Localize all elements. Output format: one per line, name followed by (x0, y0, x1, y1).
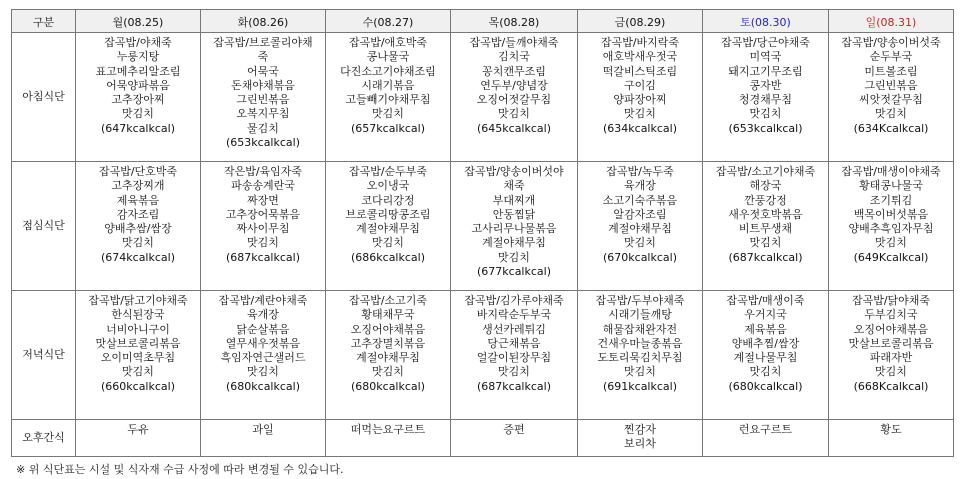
menu-item: 백목이버섯볶음 (853, 207, 929, 221)
menu-item: 잡곡밥/닭야채죽 (851, 294, 931, 307)
menu-item: 채죽 (503, 179, 525, 193)
menu-item: 잡곡밥/매생이죽 (726, 294, 805, 307)
menu-item: 깐풍강정 (744, 193, 787, 207)
menu-item: 브로콜리땅콩조림 (345, 207, 431, 221)
menu-item: 코다리강정 (361, 193, 415, 207)
menu-item: (647kcalkcal) (100, 121, 175, 135)
menu-item: 증편 (503, 423, 525, 436)
menu-item: 당근채볶음 (487, 336, 541, 350)
menu-item: 맛살브로콜리볶음 (95, 336, 181, 350)
menu-cell-breakfast-tue (201, 33, 326, 162)
menu-item: 두부김치국 (864, 308, 918, 322)
day-header-wed: 수(08.27) (326, 10, 451, 33)
menu-item: 너비아니구이 (106, 322, 170, 336)
menu-item: 맛김치 (624, 365, 656, 379)
menu-cell-breakfast-thu (451, 33, 578, 162)
menu-cell-breakfast-wed (326, 33, 451, 162)
menu-item: 제육볶음 (116, 193, 160, 207)
menu-item: 맛김치 (372, 107, 404, 121)
menu-item: (686kcalkcal) (350, 250, 425, 264)
menu-item: 돈채야채볶음 (231, 78, 295, 92)
menu-item: (657kcalkcal) (350, 121, 425, 135)
menu-cell-snack-tue (201, 420, 326, 457)
menu-cell-snack-sat (703, 420, 829, 457)
menu-item: 맛김치 (247, 365, 279, 379)
menu-item: 그린빈볶음 (236, 93, 290, 107)
menu-item: 과일 (252, 423, 274, 436)
menu-item: 맛김치 (372, 365, 404, 379)
menu-item: (680kcalkcal) (225, 379, 300, 393)
menu-item: 런요구르트 (738, 423, 793, 436)
menu-item: 구이김 (624, 78, 656, 92)
menu-item: 맛김치 (624, 107, 656, 121)
menu-item: 잡곡밥/양송이버섯죽 (841, 36, 941, 49)
menu-item: 황도 (880, 423, 902, 436)
menu-item: 다진소고기야채조림 (340, 64, 436, 78)
menu-item: 맛김치 (749, 107, 782, 121)
menu-item: 콩나물국 (366, 50, 410, 64)
menu-item: 잡곡밥/김가루야채죽 (464, 294, 564, 307)
menu-item: 양배추흑임자무침 (848, 222, 934, 236)
menu-cell-dinner-tue (201, 291, 326, 420)
menu-item: 맛김치 (624, 236, 656, 250)
menu-item: 고추장멸치볶음 (350, 336, 426, 350)
menu-item: (660kcalkcal) (100, 379, 175, 393)
menu-item: (680kcalkcal) (350, 379, 425, 393)
menu-item: (680kcalkcal) (728, 379, 803, 393)
menu-item: 작은밥/육임자죽 (223, 165, 303, 178)
menu-item: 물김치 (247, 121, 279, 135)
menu-item: 열무새우젓볶음 (225, 336, 301, 350)
menu-cell-lunch-thu (451, 162, 578, 291)
menu-item: (687kcalkcal) (728, 250, 803, 264)
menu-item: 안동찜닭 (492, 207, 536, 221)
menu-item: 맛김치 (749, 236, 782, 250)
menu-item: 애호박새우젓국 (602, 50, 678, 64)
menu-item: 꽁치캔무조림 (482, 64, 546, 78)
menu-item: 양배추쌈/쌈장 (104, 222, 172, 236)
menu-item: 어묵국 (247, 64, 279, 78)
menu-item: 오이미역초무침 (100, 351, 176, 365)
menu-item: 파송송계란국 (231, 179, 295, 193)
menu-item: 미역국 (749, 50, 782, 64)
menu-item: 찐감자 (624, 423, 656, 436)
menu-cell-breakfast-sun (829, 33, 954, 162)
menu-item: 맛김치 (875, 236, 907, 250)
menu-item: 오이냉국 (366, 179, 410, 193)
menu-item: 잡곡밥/닭고기야채죽 (88, 294, 188, 307)
menu-item: 고들빼기야채무침 (345, 93, 431, 107)
menu-item: 건새우마늘종볶음 (597, 336, 683, 350)
menu-item: 양배추찜/쌈장 (731, 336, 800, 350)
menu-item: 도토리묵김치무침 (597, 351, 683, 365)
menu-item: 미트볼조림 (864, 64, 918, 78)
menu-item: 청경채무침 (738, 93, 793, 107)
menu-item: 계절야채무침 (356, 222, 420, 236)
day-header-fri: 금(08.29) (578, 10, 703, 33)
menu-item: 잡곡밥/당근야채죽 (721, 36, 810, 49)
day-header-tue: 화(08.26) (201, 10, 326, 33)
menu-item: 잡곡밥/브로콜리야채 (213, 36, 313, 49)
menu-cell-dinner-fri (578, 291, 703, 420)
menu-cell-lunch-fri (578, 162, 703, 291)
menu-cell-snack-wed (326, 420, 451, 457)
menu-item: 감자조림 (116, 207, 160, 221)
menu-item: 부대찌개 (492, 193, 536, 207)
row-label-lunch: 점심식단 (12, 162, 76, 291)
menu-item: 잡곡밥/야채죽 (104, 36, 172, 49)
menu-item: 황태채무국 (361, 308, 415, 322)
menu-item: 잡곡밥/두부야채죽 (595, 294, 685, 307)
menu-item: 짜장면 (247, 193, 279, 207)
menu-item: 오징어젓갈무침 (476, 93, 552, 107)
menu-cell-lunch-tue (201, 162, 326, 291)
menu-cell-snack-thu (451, 420, 578, 457)
row-label-breakfast: 아침식단 (12, 33, 76, 162)
menu-item: 죽 (257, 50, 269, 64)
menu-item: 오징어야채볶음 (350, 322, 426, 336)
menu-item: 맛김치 (875, 107, 907, 121)
menu-item: 돼지고기무조림 (728, 64, 803, 78)
menu-item: 고추장찌개 (111, 179, 165, 193)
notice-text: ※ 위 식단표는 시설 및 식자재 수급 사정에 따라 변경될 수 있습니다. (16, 463, 344, 476)
menu-item: 두유 (127, 423, 149, 436)
day-header-mon: 월(08.25) (76, 10, 201, 33)
menu-item: (691kcalkcal) (602, 379, 677, 393)
menu-item: 계절야채무침 (608, 222, 672, 236)
row-label-dinner: 저녁식단 (12, 291, 76, 420)
menu-item: 맛김치 (498, 250, 530, 264)
menu-row-lunch (12, 162, 954, 291)
day-header-thu: 목(08.28) (451, 10, 578, 33)
menu-item: 파래자반 (869, 351, 913, 365)
menu-item: 맛김치 (749, 365, 782, 379)
menu-item: 맛김치 (875, 365, 907, 379)
menu-cell-snack-mon (76, 420, 201, 457)
menu-item: 얼갈이된장무침 (476, 351, 552, 365)
menu-cell-lunch-wed (326, 162, 451, 291)
menu-item: 그린빈볶음 (864, 78, 918, 92)
menu-item: 잡곡밥/양송이버섯야 (464, 165, 564, 178)
menu-item: 잡곡밥/단호박죽 (98, 165, 178, 178)
menu-item: 맛살브로콜리볶음 (848, 336, 934, 350)
menu-item: 바지락순두부국 (476, 308, 552, 322)
menu-item: (653kcalkcal) (728, 121, 803, 135)
menu-item: (668Kcalkcal) (853, 379, 929, 393)
menu-item: 잡곡밥/계란야채죽 (218, 294, 308, 307)
menu-item: 짜사이무침 (236, 222, 290, 236)
menu-item: 떠먹는요구르트 (350, 423, 426, 436)
menu-item: 맛김치 (122, 365, 154, 379)
menu-item: 잡곡밥/들깨야채죽 (469, 36, 559, 49)
menu-item: 맛김치 (498, 365, 530, 379)
header-corner: 구분 (12, 10, 76, 33)
menu-item: 씨앗젓갈무침 (859, 93, 923, 107)
menu-item: 잡곡밥/녹두죽 (606, 165, 674, 178)
menu-item: 고추장어묵볶음 (225, 207, 301, 221)
menu-row-snack (12, 420, 954, 457)
menu-cell-breakfast-mon (76, 33, 201, 162)
menu-item: 김치국 (498, 50, 530, 64)
menu-item: 생선카레튀김 (482, 322, 546, 336)
menu-item: 소고기숙주볶음 (602, 193, 678, 207)
menu-item: (645kcalkcal) (476, 121, 551, 135)
menu-item: 보리차 (624, 437, 656, 451)
menu-item: 육개장 (247, 308, 279, 322)
header-row (12, 10, 954, 33)
menu-item: (674kcalkcal) (100, 250, 175, 264)
menu-cell-lunch-sat (703, 162, 829, 291)
menu-item: 계절나물무침 (733, 351, 798, 365)
menu-item: 맛김치 (498, 107, 530, 121)
weekly-menu-table (11, 9, 954, 457)
menu-item: 계절야채무침 (482, 236, 546, 250)
menu-item: 제육볶음 (744, 322, 787, 336)
menu-item: 맛김치 (122, 107, 154, 121)
menu-item: 잡곡밥/애호박죽 (348, 36, 428, 49)
menu-row-breakfast (12, 33, 954, 162)
menu-item: 어묵양파볶음 (106, 78, 170, 92)
menu-item: 잡곡밥/바지락죽 (600, 36, 680, 49)
menu-item: 잡곡밥/매생이야채죽 (841, 165, 941, 178)
menu-item: (653kcalkcal) (225, 136, 300, 150)
menu-item: (634kcalkcal) (602, 121, 677, 135)
menu-item: 계절야채무침 (356, 351, 420, 365)
menu-item: 맛김치 (122, 236, 154, 250)
menu-item: 해물잡채완자전 (602, 322, 678, 336)
menu-cell-breakfast-fri (578, 33, 703, 162)
menu-item: 잡곡밥/순두부죽 (348, 165, 428, 178)
menu-item: 황태콩나물국 (859, 179, 923, 193)
menu-cell-dinner-sun (829, 291, 954, 420)
menu-item: (687kcalkcal) (476, 379, 551, 393)
menu-item: 잡곡밥/소고기죽 (348, 294, 428, 307)
menu-row-dinner (12, 291, 954, 420)
menu-item: 해장국 (749, 179, 782, 193)
menu-item: 콩자반 (749, 78, 782, 92)
menu-item: 맛김치 (372, 236, 404, 250)
menu-item: 표고메추리알조림 (95, 64, 181, 78)
day-header-sun: 일(08.31) (829, 10, 954, 33)
menu-cell-dinner-sat (703, 291, 829, 420)
menu-cell-snack-fri (578, 420, 703, 457)
menu-cell-dinner-wed (326, 291, 451, 420)
menu-cell-lunch-sun (829, 162, 954, 291)
menu-item: (634Kcalkcal) (853, 121, 929, 135)
menu-item: 시래기들깨탕 (608, 308, 672, 322)
menu-item: 알감자조림 (613, 207, 667, 221)
menu-item: 닭순살볶음 (236, 322, 290, 336)
menu-item: 고사리무나물볶음 (471, 222, 557, 236)
row-label-snack: 오후간식 (12, 420, 76, 457)
menu-item: (649Kcalkcal) (853, 250, 929, 264)
menu-item: 육개장 (624, 179, 656, 193)
menu-item: 떡갈비스틱조림 (602, 64, 678, 78)
menu-item: (677kcalkcal) (476, 265, 551, 279)
menu-item: 잡곡밥/소고기야채죽 (715, 165, 816, 178)
menu-item: 시래기볶음 (361, 78, 415, 92)
menu-item: 양파장아찌 (613, 93, 667, 107)
day-header-sat: 토(08.30) (703, 10, 829, 33)
menu-cell-snack-sun (829, 420, 954, 457)
menu-body (12, 33, 954, 457)
menu-item: 새우젓호박볶음 (728, 207, 803, 221)
menu-item: (670kcalkcal) (602, 250, 677, 264)
menu-item: 맛김치 (247, 236, 279, 250)
menu-item: 흑임자연근샐러드 (220, 351, 306, 365)
menu-item: 조기튀김 (869, 193, 913, 207)
menu-item: 오복지무침 (236, 107, 290, 121)
menu-cell-dinner-mon (76, 291, 201, 420)
menu-item: 누룽지탕 (116, 50, 160, 64)
menu-item: 연두부/양념장 (480, 78, 548, 92)
menu-item: (687kcalkcal) (225, 250, 300, 264)
menu-item: 오징어야채볶음 (853, 322, 929, 336)
menu-item: 우거지국 (744, 308, 787, 322)
menu-cell-lunch-mon (76, 162, 201, 291)
menu-item: 고추장아찌 (111, 93, 165, 107)
menu-item: 순두부국 (869, 50, 913, 64)
menu-item: 한식된장국 (111, 308, 165, 322)
menu-item: 비트무생채 (738, 222, 793, 236)
menu-cell-breakfast-sat (703, 33, 829, 162)
menu-cell-dinner-thu (451, 291, 578, 420)
